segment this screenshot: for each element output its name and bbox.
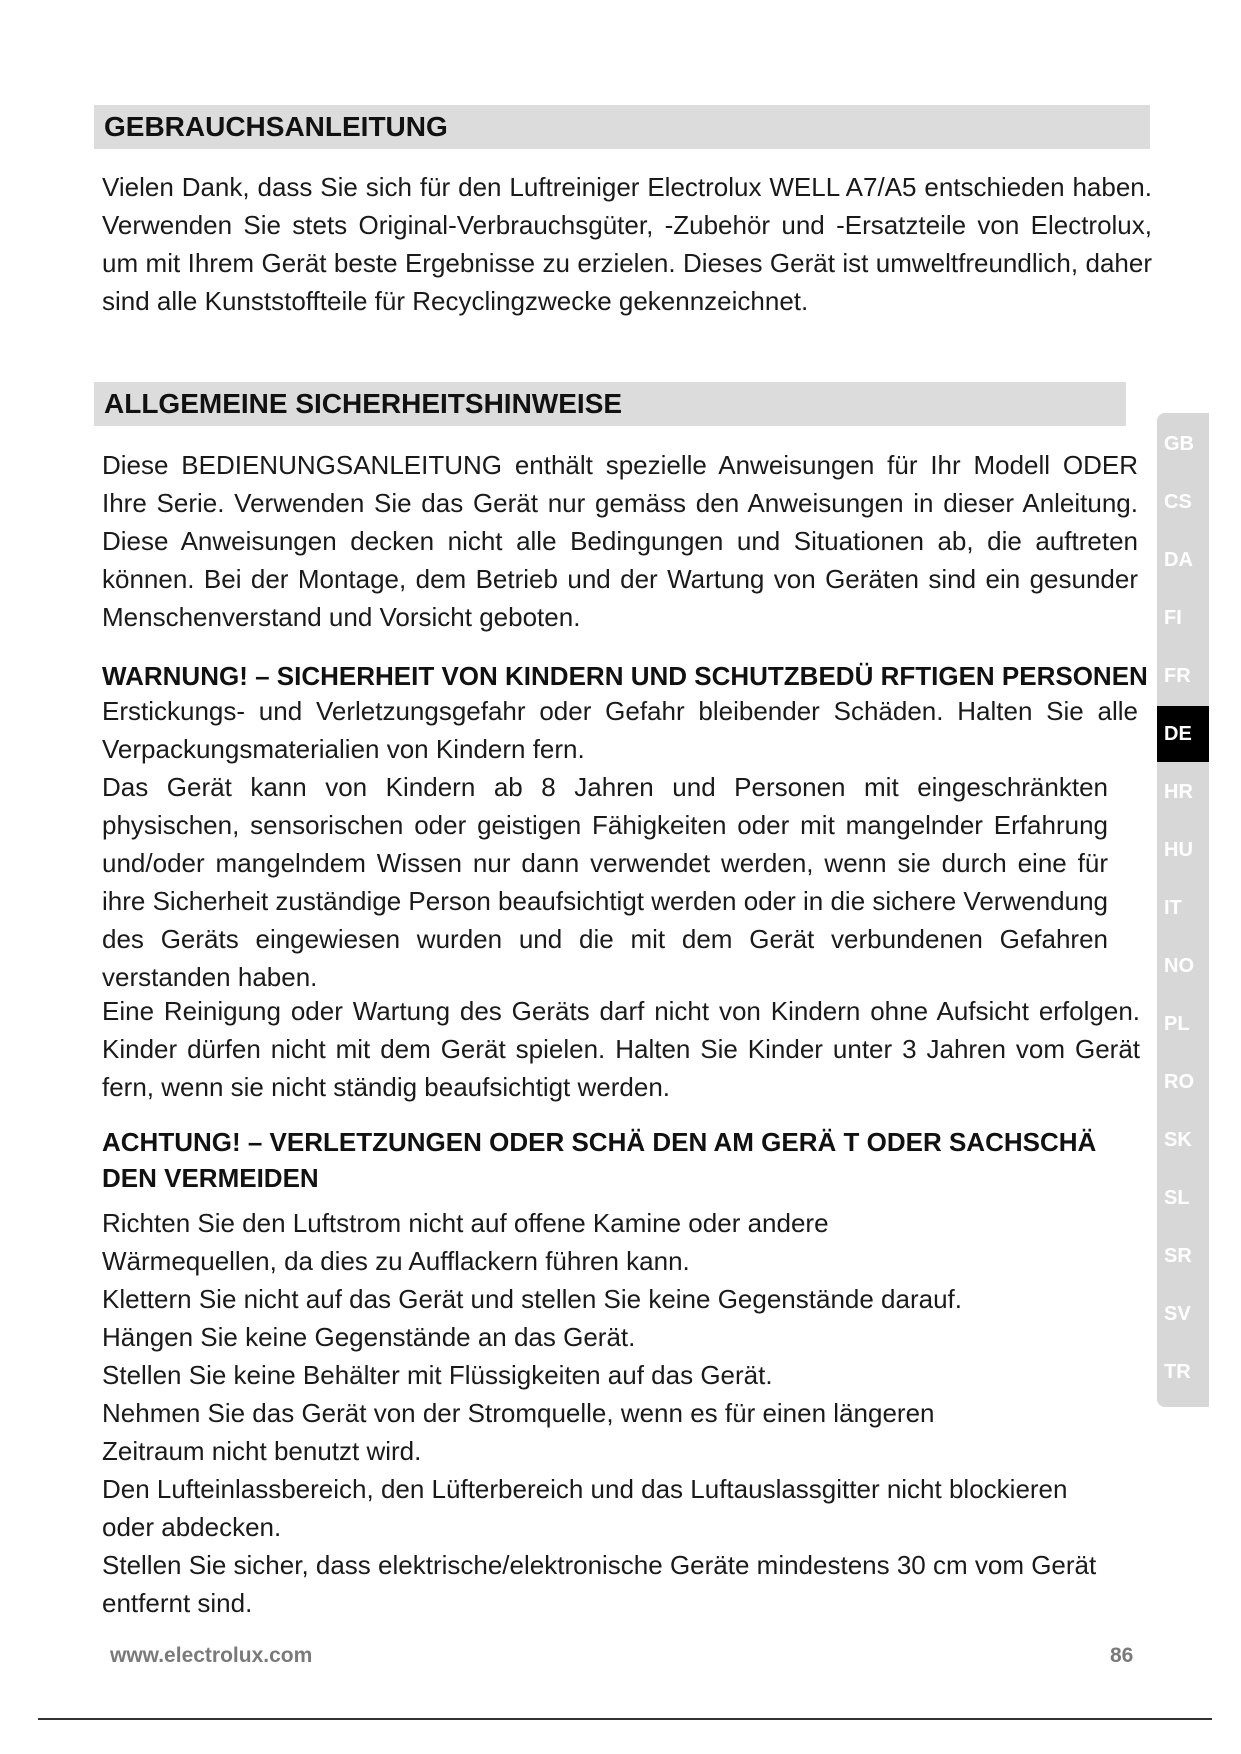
language-tab-pl[interactable]: PL	[1164, 1013, 1190, 1035]
safety-intro-paragraph: Diese BEDIENUNGSANLEITUNG enthält spezielle Anweisungen für Ihr Modell ODER Ihre Serie. Verwenden Sie das Gerät nur gemäss den Anweisungen in dieser Anleitung. Diese Anweisungen decken nicht alle Bedingungen und Situationen ab, die auftreten können. Bei der Montage, dem Betrieb und der Wartung von Geräten sind ein gesunder Menschenverstand und Vorsicht geboten.	[102, 450, 1138, 632]
caution-line: Stellen Sie sicher, dass elektrische/elektronische Geräte mindestens 30 cm vom Gerät	[102, 1550, 1097, 1580]
caution-line: entfernt sind.	[102, 1588, 253, 1618]
footer-url[interactable]: www.electrolux.com	[110, 1644, 313, 1667]
page-number: 86	[1110, 1644, 1134, 1667]
language-tab-cs[interactable]: CS	[1164, 491, 1192, 513]
caution-line: Stellen Sie keine Behälter mit Flüssigkeiten auf das Gerät.	[102, 1360, 773, 1390]
language-tab-gb[interactable]: GB	[1164, 433, 1194, 455]
caution-list	[102, 1204, 1182, 1622]
warning-heading: WARNUNG! – SICHERHEIT VON KINDERN UND SCHUTZBEDÜ RFTIGEN PERSONEN	[102, 661, 1148, 691]
caution-line: Zeitraum nicht benutzt wird.	[102, 1436, 422, 1466]
usage-intro-paragraph: Vielen Dank, dass Sie sich für den Luftreiniger Electrolux WELL A7/A5 entschieden haben. Verwenden Sie stets Original-Verbrauchsgüter, -Zubehör und -Ersatzteile von Electrolux, um mit Ihrem Gerät beste Ergebnisse zu erzielen. Dieses Gerät ist umweltfreundlich, daher sind alle Kunststoffteile für Recyclingzwecke gekennzeichnet.	[102, 172, 1152, 316]
language-tab-sk[interactable]: SK	[1164, 1129, 1192, 1151]
footer-divider	[38, 1718, 1212, 1720]
warning-paragraph-2: Das Gerät kann von Kindern ab 8 Jahren und Personen mit eingeschränkten physischen, sensorischen oder geistigen Fähigkeiten oder mit mangelnder Erfahrung und/oder mangelndem Wissen nur dann verwendet werden, wenn sie durch eine für ihre Sicherheit zuständige Person beaufsichtigt werden oder in die sichere Verwendung des Geräts eingewiesen wurden und die mit dem Gerät verbundenen Gefahren verstanden haben.	[102, 772, 1108, 992]
language-tab-de[interactable]: DE	[1157, 706, 1209, 762]
caution-line: Klettern Sie nicht auf das Gerät und stellen Sie keine Gegenstände darauf.	[102, 1284, 962, 1314]
language-tab-tr[interactable]: TR	[1164, 1361, 1191, 1383]
language-tab-sr[interactable]: SR	[1164, 1245, 1192, 1267]
language-tab-fr[interactable]: FR	[1164, 665, 1191, 687]
caution-line: oder abdecken.	[102, 1512, 282, 1542]
language-tab-sl[interactable]: SL	[1164, 1187, 1190, 1209]
caution-line: Richten Sie den Luftstrom nicht auf offene Kamine oder andere	[102, 1208, 829, 1238]
section-header-safety: ALLGEMEINE SICHERHEITSHINWEISE	[94, 382, 1126, 426]
language-tab-ro[interactable]: RO	[1164, 1071, 1194, 1093]
section-header-usage: GEBRAUCHSANLEITUNG	[94, 105, 1150, 149]
language-tab-it[interactable]: IT	[1164, 897, 1182, 919]
warning-paragraph-3: Eine Reinigung oder Wartung des Geräts darf nicht von Kindern ohne Aufsicht erfolgen. Kinder dürfen nicht mit dem Gerät spielen. Halten Sie Kinder unter 3 Jahren vom Gerät fern, wenn sie nicht ständig beaufsichtigt werden.	[102, 996, 1140, 1102]
caution-line: Wärmequellen, da dies zu Aufflackern führen kann.	[102, 1246, 690, 1276]
language-tab-da[interactable]: DA	[1164, 549, 1193, 571]
language-tab-fi[interactable]: FI	[1164, 607, 1182, 629]
language-tab-hu[interactable]: HU	[1164, 839, 1193, 861]
caution-line: Nehmen Sie das Gerät von der Stromquelle, wenn es für einen längeren	[102, 1398, 935, 1428]
caution-heading: ACHTUNG! – VERLETZUNGEN ODER SCHÄ DEN AM GERÄ T ODER SACHSCHÄ DEN VERMEIDEN	[102, 1127, 1097, 1193]
caution-line: Hängen Sie keine Gegenstände an das Gerät.	[102, 1322, 636, 1352]
language-tab-sv[interactable]: SV	[1164, 1303, 1191, 1325]
caution-line: Den Lufteinlassbereich, den Lüfterbereich und das Luftauslassgitter nicht blockieren	[102, 1474, 1068, 1504]
language-tab-hr[interactable]: HR	[1164, 781, 1193, 803]
language-tab-no[interactable]: NO	[1164, 955, 1194, 977]
warning-paragraph-1: Erstickungs- und Verletzungsgefahr oder Gefahr bleibender Schäden. Halten Sie alle Verpackungsmaterialien von Kindern fern.	[102, 696, 1138, 764]
